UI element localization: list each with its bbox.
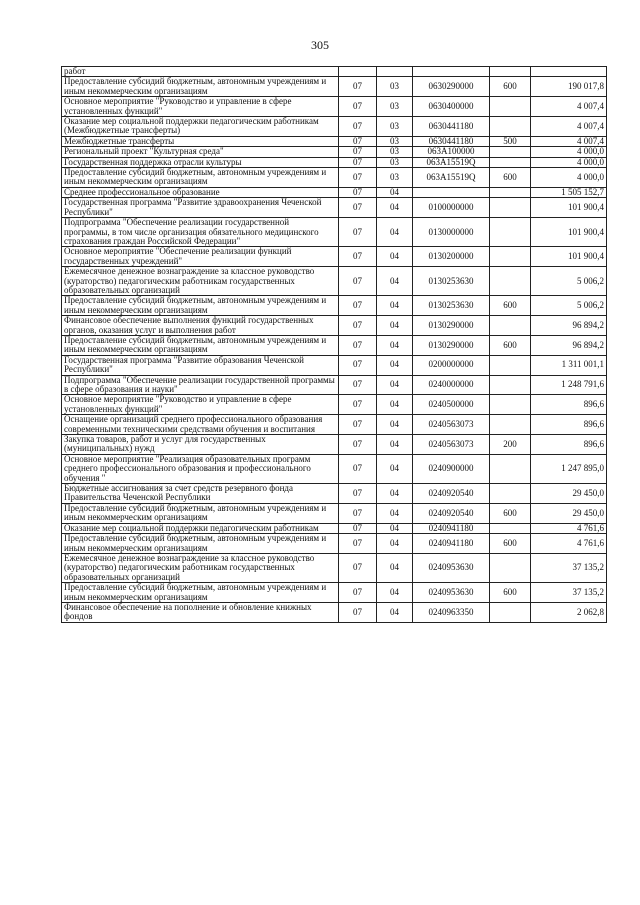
row-amount-cell: 896,6: [531, 435, 607, 455]
row-expense-type-cell: [490, 247, 531, 267]
row-section-cell: 07: [339, 157, 377, 167]
row-name-cell: Предоставление субсидий бюджетным, автономным учреждениям и иным некоммерческим организациям: [62, 168, 339, 188]
row-subsection-cell: 04: [377, 602, 413, 622]
table-row: [62, 117, 607, 137]
row-name-cell: Оказание мер социальной поддержки педагогическим работникам: [62, 523, 339, 533]
row-expense-type-cell: 600: [490, 77, 531, 97]
table-row: [62, 77, 607, 97]
row-name-cell: Подпрограмма "Обеспечение реализации государственной программы в сфере образования и науки": [62, 375, 339, 395]
row-expense-type-cell: [490, 484, 531, 504]
row-target-article-cell: 0100000000: [413, 198, 490, 218]
row-name-cell: Региональный проект "Культурная среда": [62, 147, 339, 157]
row-target-article-cell: 0240500000: [413, 395, 490, 415]
table-row: [62, 395, 607, 415]
row-name-cell: Предоставление субсидий бюджетным, автономным учреждениям и иным некоммерческим организациям: [62, 583, 339, 603]
row-expense-type-cell: 600: [490, 335, 531, 355]
row-subsection-cell: 04: [377, 503, 413, 523]
row-target-article-cell: 0130290000: [413, 316, 490, 336]
row-expense-type-cell: 200: [490, 435, 531, 455]
row-name-cell: Финансовое обеспечение выполнения функций государственных органов, оказания услуг и выполнения работ: [62, 316, 339, 336]
table-row: [62, 247, 607, 267]
row-section-cell: 07: [339, 395, 377, 415]
row-subsection-cell: 04: [377, 218, 413, 247]
table-row: [62, 355, 607, 375]
row-target-article-cell: 0240941180: [413, 523, 490, 533]
row-name-cell: Основное мероприятие "Обеспечение реализации функций государственных учреждений": [62, 247, 339, 267]
row-target-article-cell: 0130200000: [413, 247, 490, 267]
table-row: [62, 375, 607, 395]
table-row: [62, 136, 607, 146]
budget-table: [61, 66, 607, 623]
row-section-cell: 07: [339, 454, 377, 483]
row-section-cell: 07: [339, 77, 377, 97]
table-row: [62, 415, 607, 435]
row-section-cell: 07: [339, 218, 377, 247]
row-section-cell: 07: [339, 484, 377, 504]
row-name-cell: Финансовое обеспечение на пополнение и обновление книжных фондов: [62, 602, 339, 622]
row-expense-type-cell: [490, 187, 531, 197]
row-section-cell: 07: [339, 375, 377, 395]
table-row: [62, 187, 607, 197]
row-amount-cell: 96 894,2: [531, 335, 607, 355]
row-target-article-cell: 0240920540: [413, 484, 490, 504]
row-expense-type-cell: [490, 218, 531, 247]
row-expense-type-cell: [490, 316, 531, 336]
row-section-cell: [339, 67, 377, 77]
row-name-cell: Государственная поддержка отрасли культуры: [62, 157, 339, 167]
table-row: [62, 267, 607, 296]
table-row: [62, 168, 607, 188]
row-name-cell: Предоставление субсидий бюджетным, автономным учреждениям и иным некоммерческим организациям: [62, 296, 339, 316]
row-expense-type-cell: [490, 454, 531, 483]
row-amount-cell: 4 007,4: [531, 117, 607, 137]
row-amount-cell: 5 006,2: [531, 267, 607, 296]
table-row: [62, 553, 607, 582]
row-amount-cell: 37 135,2: [531, 553, 607, 582]
row-name-cell: Ежемесячное денежное вознаграждение за классное руководство (кураторство) педагогическим работникам государственных образовательных организаций: [62, 267, 339, 296]
row-section-cell: 07: [339, 147, 377, 157]
row-subsection-cell: 04: [377, 484, 413, 504]
row-amount-cell: 4 000,0: [531, 157, 607, 167]
row-subsection-cell: 03: [377, 157, 413, 167]
row-amount-cell: 4 000,0: [531, 168, 607, 188]
row-target-article-cell: 0630400000: [413, 97, 490, 117]
row-section-cell: 07: [339, 198, 377, 218]
row-subsection-cell: 04: [377, 583, 413, 603]
row-amount-cell: 896,6: [531, 415, 607, 435]
row-amount-cell: 4 000,0: [531, 147, 607, 157]
row-expense-type-cell: [490, 117, 531, 137]
row-expense-type-cell: [490, 157, 531, 167]
row-section-cell: 07: [339, 355, 377, 375]
budget-table-body: [62, 67, 607, 623]
row-subsection-cell: 04: [377, 415, 413, 435]
row-target-article-cell: 0240563073: [413, 435, 490, 455]
row-amount-cell: 101 900,4: [531, 247, 607, 267]
row-subsection-cell: [377, 67, 413, 77]
row-target-article-cell: 0130290000: [413, 335, 490, 355]
row-subsection-cell: 04: [377, 355, 413, 375]
row-subsection-cell: 04: [377, 435, 413, 455]
row-section-cell: 07: [339, 267, 377, 296]
row-section-cell: 07: [339, 602, 377, 622]
row-amount-cell: 2 062,8: [531, 602, 607, 622]
row-name-cell: Подпрограмма "Обеспечение реализации государственной программы, в том числе организация обязательного медицинского страхования граждан Российской Федерации": [62, 218, 339, 247]
row-target-article-cell: [413, 67, 490, 77]
row-subsection-cell: 03: [377, 77, 413, 97]
table-row: [62, 454, 607, 483]
table-row: [62, 198, 607, 218]
row-section-cell: 07: [339, 415, 377, 435]
row-expense-type-cell: [490, 553, 531, 582]
row-amount-cell: 4 761,6: [531, 534, 607, 554]
row-subsection-cell: 04: [377, 187, 413, 197]
row-section-cell: 07: [339, 316, 377, 336]
row-amount-cell: 1 311 001,1: [531, 355, 607, 375]
row-subsection-cell: 04: [377, 375, 413, 395]
row-amount-cell: 29 450,0: [531, 503, 607, 523]
row-name-cell: Основное мероприятие "Руководство и управление в сфере установленных функций": [62, 97, 339, 117]
row-section-cell: 07: [339, 503, 377, 523]
row-expense-type-cell: [490, 375, 531, 395]
row-name-cell: Межбюджетные трансферты: [62, 136, 339, 146]
row-section-cell: 07: [339, 523, 377, 533]
row-section-cell: 07: [339, 553, 377, 582]
row-target-article-cell: 0630441180: [413, 136, 490, 146]
row-amount-cell: 37 135,2: [531, 583, 607, 603]
row-section-cell: 07: [339, 534, 377, 554]
table-row: [62, 583, 607, 603]
row-target-article-cell: 0130000000: [413, 218, 490, 247]
row-section-cell: 07: [339, 296, 377, 316]
row-name-cell: Основное мероприятие "Руководство и управление в сфере установленных функций": [62, 395, 339, 415]
row-subsection-cell: 04: [377, 534, 413, 554]
row-subsection-cell: 04: [377, 454, 413, 483]
row-amount-cell: 4 007,4: [531, 136, 607, 146]
row-subsection-cell: 04: [377, 267, 413, 296]
row-target-article-cell: 0240963350: [413, 602, 490, 622]
row-name-cell: Предоставление субсидий бюджетным, автономным учреждениям и иным некоммерческим организациям: [62, 335, 339, 355]
table-row: [62, 534, 607, 554]
row-target-article-cell: [413, 187, 490, 197]
row-expense-type-cell: [490, 355, 531, 375]
table-row: [62, 67, 607, 77]
row-name-cell: Среднее профессиональное образование: [62, 187, 339, 197]
row-expense-type-cell: 600: [490, 503, 531, 523]
row-amount-cell: 190 017,8: [531, 77, 607, 97]
table-row: [62, 316, 607, 336]
row-target-article-cell: 0240920540: [413, 503, 490, 523]
row-expense-type-cell: 500: [490, 136, 531, 146]
row-expense-type-cell: [490, 395, 531, 415]
table-row: [62, 602, 607, 622]
row-amount-cell: 1 505 152,7: [531, 187, 607, 197]
row-name-cell: Предоставление субсидий бюджетным, автономным учреждениям и иным некоммерческим организациям: [62, 503, 339, 523]
row-expense-type-cell: 600: [490, 168, 531, 188]
row-target-article-cell: 0630290000: [413, 77, 490, 97]
row-subsection-cell: 04: [377, 395, 413, 415]
row-expense-type-cell: [490, 523, 531, 533]
table-row: [62, 157, 607, 167]
row-amount-cell: [531, 67, 607, 77]
row-subsection-cell: 04: [377, 553, 413, 582]
row-amount-cell: 4 761,6: [531, 523, 607, 533]
row-amount-cell: 4 007,4: [531, 97, 607, 117]
page-number: 305: [311, 38, 329, 52]
row-target-article-cell: 0240953630: [413, 583, 490, 603]
row-section-cell: 07: [339, 97, 377, 117]
row-subsection-cell: 03: [377, 117, 413, 137]
table-row: [62, 296, 607, 316]
row-name-cell: Закупка товаров, работ и услуг для государственных (муниципальных) нужд: [62, 435, 339, 455]
row-expense-type-cell: [490, 415, 531, 435]
row-section-cell: 07: [339, 335, 377, 355]
table-row: [62, 147, 607, 157]
row-target-article-cell: 063A15519Q: [413, 157, 490, 167]
row-amount-cell: 1 247 895,0: [531, 454, 607, 483]
row-target-article-cell: 0130253630: [413, 296, 490, 316]
row-subsection-cell: 04: [377, 198, 413, 218]
row-name-cell: Ежемесячное денежное вознаграждение за классное руководство (кураторство) педагогическим работникам государственных образовательных организаций: [62, 553, 339, 582]
row-section-cell: 07: [339, 247, 377, 267]
table-row: [62, 484, 607, 504]
row-name-cell: Оснащение организаций среднего профессионального образования современными техническими средствами обучения и воспитания: [62, 415, 339, 435]
row-expense-type-cell: 600: [490, 296, 531, 316]
row-amount-cell: 29 450,0: [531, 484, 607, 504]
row-amount-cell: 1 248 791,6: [531, 375, 607, 395]
row-name-cell: Оказание мер социальной поддержки педагогическим работникам (Межбюджетные трансферты): [62, 117, 339, 137]
row-section-cell: 07: [339, 187, 377, 197]
row-subsection-cell: 04: [377, 296, 413, 316]
table-row: [62, 335, 607, 355]
row-subsection-cell: 03: [377, 97, 413, 117]
row-target-article-cell: 0240941180: [413, 534, 490, 554]
row-subsection-cell: 04: [377, 335, 413, 355]
row-target-article-cell: 0240000000: [413, 375, 490, 395]
row-amount-cell: 5 006,2: [531, 296, 607, 316]
row-name-cell: Государственная программа "Развитие здравоохранения Чеченской Республики": [62, 198, 339, 218]
row-name-cell: Предоставление субсидий бюджетным, автономным учреждениям и иным некоммерческим организациям: [62, 534, 339, 554]
row-target-article-cell: 0240563073: [413, 415, 490, 435]
row-target-article-cell: 063A100000: [413, 147, 490, 157]
row-target-article-cell: 0130253630: [413, 267, 490, 296]
row-expense-type-cell: 600: [490, 583, 531, 603]
row-expense-type-cell: [490, 602, 531, 622]
row-subsection-cell: 03: [377, 136, 413, 146]
row-section-cell: 07: [339, 117, 377, 137]
row-expense-type-cell: [490, 97, 531, 117]
row-name-cell: Основное мероприятие "Реализация образовательных программ среднего профессионального образования и профессионального обучения ": [62, 454, 339, 483]
row-amount-cell: 101 900,4: [531, 218, 607, 247]
table-row: [62, 523, 607, 533]
row-expense-type-cell: [490, 267, 531, 296]
row-section-cell: 07: [339, 583, 377, 603]
row-target-article-cell: 0240900000: [413, 454, 490, 483]
row-expense-type-cell: [490, 67, 531, 77]
row-amount-cell: 896,6: [531, 395, 607, 415]
row-amount-cell: 96 894,2: [531, 316, 607, 336]
row-target-article-cell: 0240953630: [413, 553, 490, 582]
row-expense-type-cell: [490, 198, 531, 218]
table-row: [62, 435, 607, 455]
row-subsection-cell: 04: [377, 523, 413, 533]
row-name-cell: работ: [62, 67, 339, 77]
row-name-cell: Предоставление субсидий бюджетным, автономным учреждениям и иным некоммерческим организациям: [62, 77, 339, 97]
row-subsection-cell: 03: [377, 168, 413, 188]
row-subsection-cell: 04: [377, 247, 413, 267]
row-amount-cell: 101 900,4: [531, 198, 607, 218]
row-subsection-cell: 04: [377, 316, 413, 336]
row-name-cell: Бюджетные ассигнования за счет средств резервного фонда Правительства Чеченской Республики: [62, 484, 339, 504]
row-section-cell: 07: [339, 136, 377, 146]
table-row: [62, 218, 607, 247]
row-target-article-cell: 0630441180: [413, 117, 490, 137]
row-expense-type-cell: 600: [490, 534, 531, 554]
table-row: [62, 503, 607, 523]
row-target-article-cell: 063A15519Q: [413, 168, 490, 188]
row-subsection-cell: 03: [377, 147, 413, 157]
row-section-cell: 07: [339, 168, 377, 188]
row-name-cell: Государственная программа "Развитие образования Чеченской Республики": [62, 355, 339, 375]
table-row: [62, 97, 607, 117]
row-expense-type-cell: [490, 147, 531, 157]
row-target-article-cell: 0200000000: [413, 355, 490, 375]
row-section-cell: 07: [339, 435, 377, 455]
